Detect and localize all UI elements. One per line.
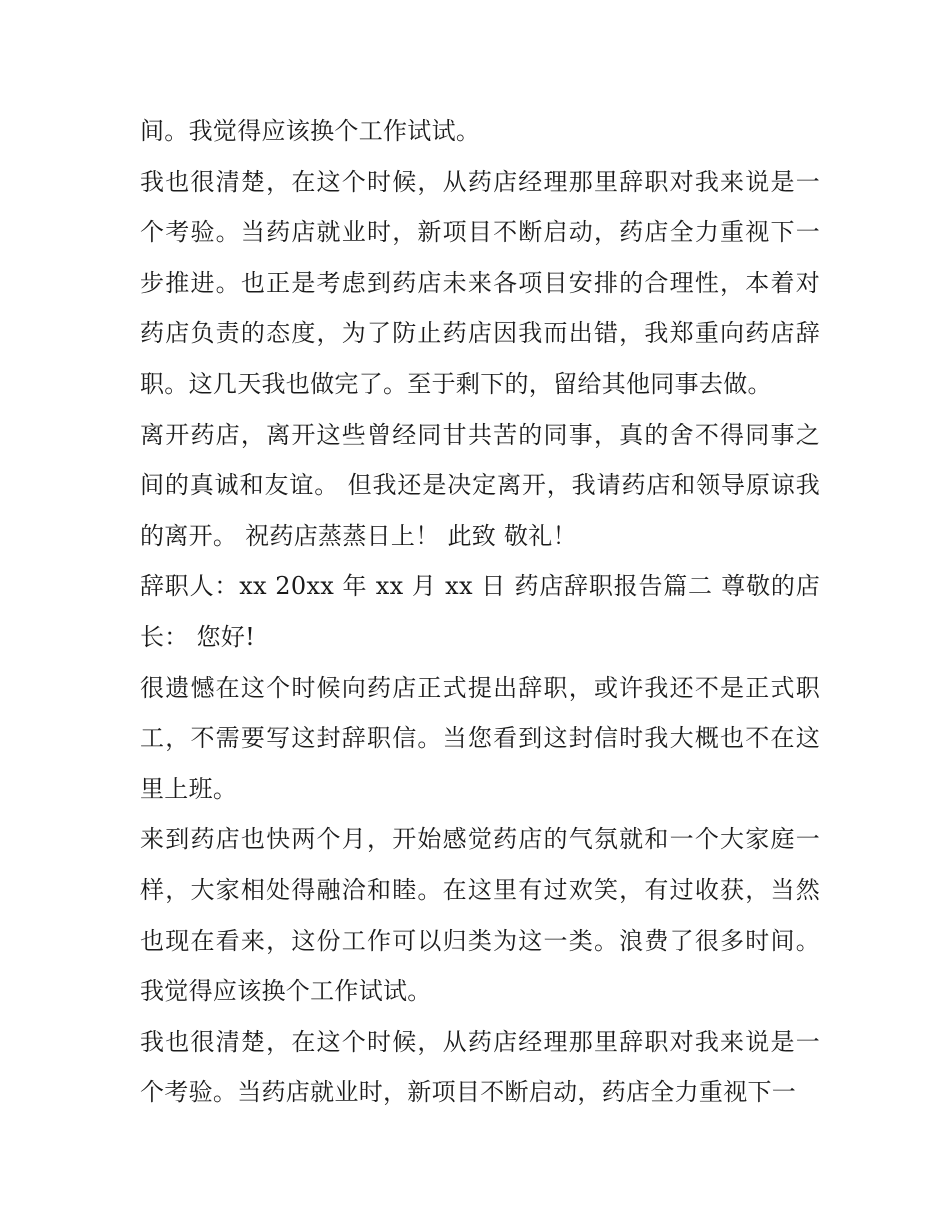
document-body — [140, 106, 820, 1118]
paragraph-continuation: 间。我觉得应该换个工作试试。 — [140, 117, 481, 145]
paragraph-resignation-reason-repeat: 我也很清楚，在这个时候，从药店经理那里辞职对我来说是一个考验。当药店就业时，新项目不断启动，药店全力重视下一 — [140, 1027, 820, 1107]
paragraph-farewell: 离开药店，离开这些曾经同甘共苦的同事，真的舍不得同事之间的真诚和友谊。 但我还是决定离开，我请药店和领导原谅我的离开。 祝药店蒸蒸日上！ 此致 敬礼！ — [140, 420, 820, 550]
paragraph-signature-and-heading: 辞职人：xx 20xx 年 xx 月 xx 日 药店辞职报告篇二 尊敬的店长： 您好! — [140, 572, 820, 651]
paragraph-apology: 很遗憾在这个时候向药店正式提出辞职，或许我还不是正式职工，不需要写这封辞职信。当您看到这封信时我大概也不在这里上班。 — [140, 673, 820, 803]
paragraph-experience: 来到药店也快两个月，开始感觉药店的气氛就和一个大家庭一样，大家相处得融洽和睦。在这里有过欢笑，有过收获，当然也现在看来，这份工作可以归类为这一类。浪费了很多时间。我觉得应该换个工作试试。 — [140, 825, 820, 1006]
paragraph-resignation-reason: 我也很清楚，在这个时候，从药店经理那里辞职对我来说是一个考验。当药店就业时，新项目不断启动，药店全力重视下一步推进。也正是考虑到药店未来各项目安排的合理性，本着对药店负责的态度，为了防止药店因我而出错，我郑重向药店辞职。这几天我也做完了。至于剩下的，留给其他同事去做。 — [140, 167, 820, 398]
